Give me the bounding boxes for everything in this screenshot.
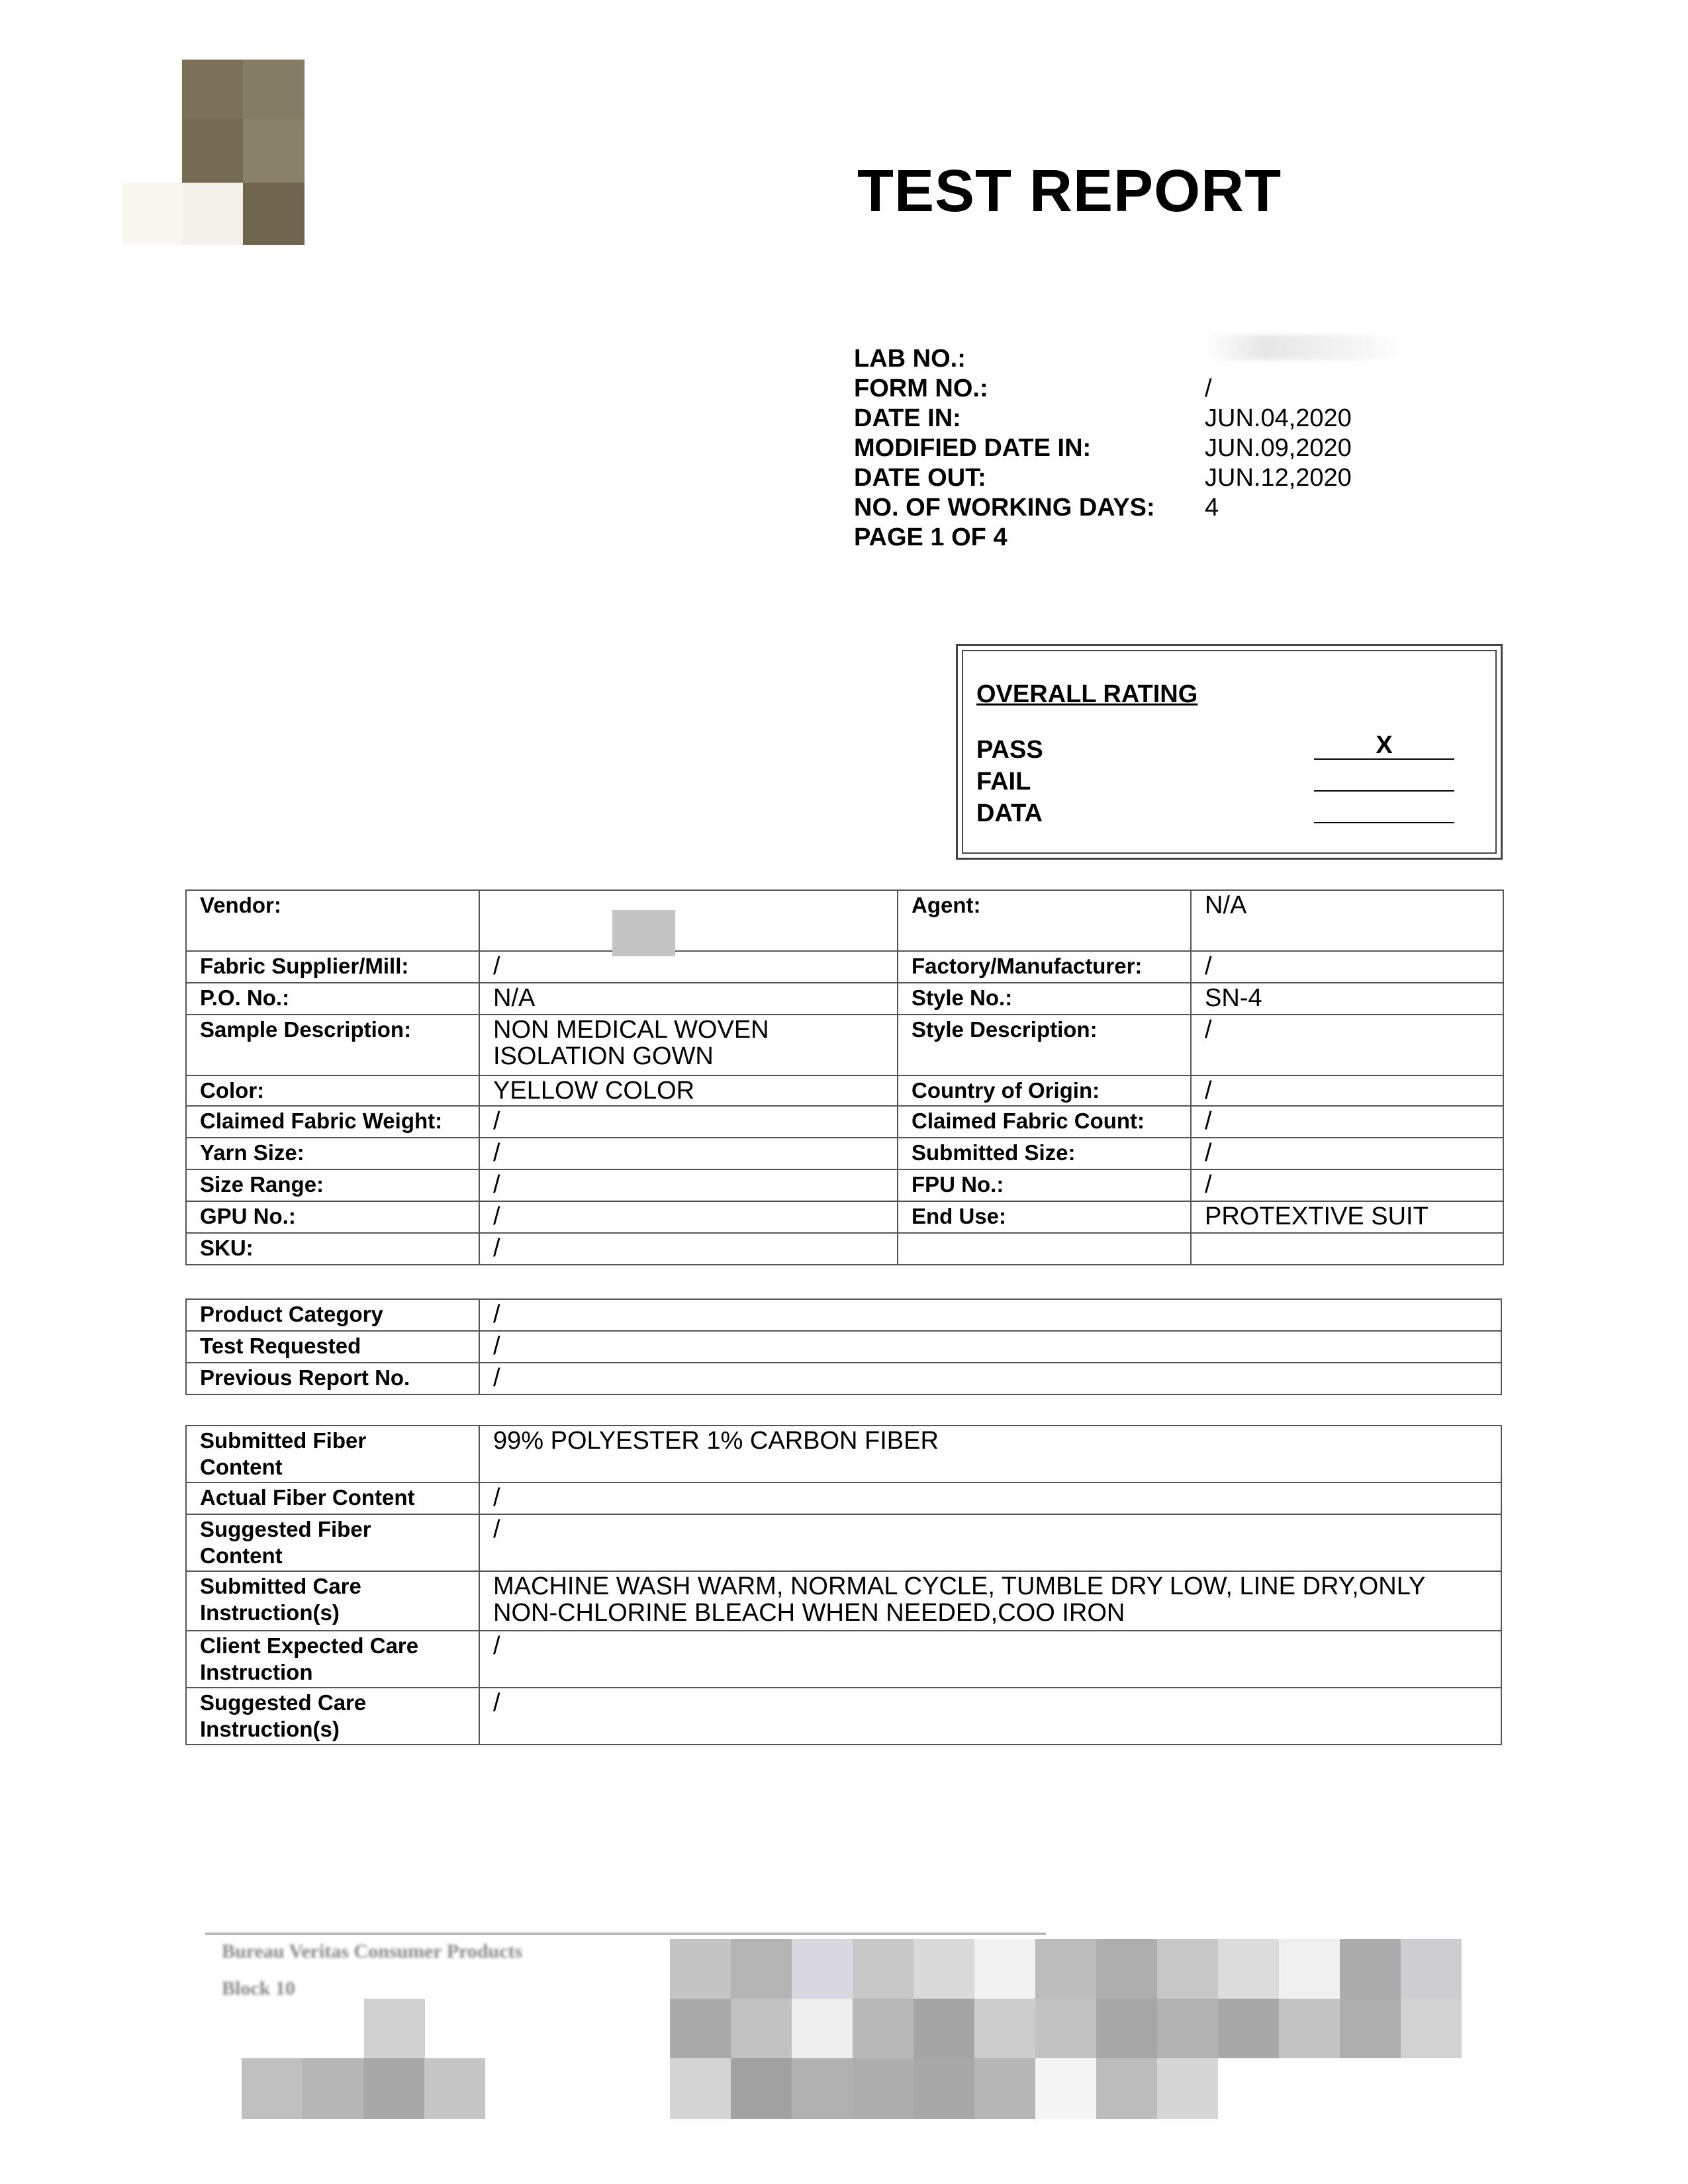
sku-label: SKU: [186,1233,479,1265]
po-value: N/A [479,983,898,1015]
page-title: TEST REPORT [857,158,1282,224]
submitted-fiber-label [186,1426,479,1482]
fabric-count-label: Claimed Fabric Count: [898,1106,1191,1138]
client-care-value: / [479,1631,1501,1688]
footer-redaction [731,2058,792,2119]
sample-description-label: Sample Description: [186,1015,479,1075]
rating-data-mark [1314,796,1454,823]
footer-redaction [914,1939,974,1999]
yarn-size-value: / [479,1138,898,1169]
rating-inner-border [962,650,1497,854]
care-line: NON-CHLORINE BLEACH WHEN NEEDED,COO IRON [493,1599,1125,1627]
footer-redaction [1157,1939,1218,1999]
footer-redaction [792,1939,853,1999]
suggested-fiber-label [186,1514,479,1571]
end-use-value: PROTEXTIVE SUIT [1191,1201,1503,1233]
style-no-label: Style No.: [898,983,1191,1015]
redacted-vendor-name [477,890,821,956]
previous-report-value: / [479,1363,1501,1394]
fabric-count-value: / [1191,1106,1503,1138]
table-row [186,1106,1503,1138]
rating-pass-label: PASS [976,736,1043,764]
product-table [185,1298,1502,1395]
footer-redaction [1401,1939,1462,1999]
footer-redaction [974,1999,1035,2058]
footer-redaction [914,2058,974,2119]
table-row [186,1201,1503,1233]
label-line: Instruction [200,1660,313,1684]
gpu-value: / [479,1201,898,1233]
table-row [186,1169,1503,1201]
factory-label: Factory/Manufacturer: [898,951,1191,983]
footer-redaction [974,1939,1035,1999]
footer-redaction [853,1999,914,2058]
fabric-weight-value: / [479,1106,898,1138]
footer-redaction [1279,1999,1340,2058]
test-requested-value: / [479,1331,1501,1363]
fabric-weight-label: Claimed Fabric Weight: [186,1106,479,1138]
footer-redaction [792,2058,853,2119]
meta-label: MODIFIED DATE IN: [854,434,1092,462]
suggested-fiber-value: / [479,1514,1501,1571]
table-row [186,1571,1501,1631]
end-use-label: End Use: [898,1201,1191,1233]
meta-label: FORM NO.: [854,375,988,402]
po-label: P.O. No.: [186,983,479,1015]
footer-redaction [670,1939,731,1999]
footer-redaction [1157,1999,1218,2058]
empty-cell [898,1233,1191,1265]
actual-fiber-label: Actual Fiber Content [186,1482,479,1514]
client-care-label [186,1631,479,1688]
table-row [186,951,1503,983]
gpu-label: GPU No.: [186,1201,479,1233]
details-table [185,889,1504,1265]
rating-fail-label: FAIL [976,768,1031,796]
table-row [186,1631,1501,1688]
table-row [186,890,1503,951]
footer-redaction [974,2058,1035,2119]
footer-redaction [670,1999,731,2058]
footer-company: Bureau Veritas Consumer Products [222,1940,523,1962]
actual-fiber-value: / [479,1482,1501,1514]
submitted-care-value [479,1571,1501,1631]
label-line: Instruction(s) [200,1717,340,1741]
sample-description-line: NON MEDICAL WOVEN [493,1016,769,1044]
table-row [186,1015,1503,1075]
footer-redaction [1096,2058,1157,2119]
footer-redaction [363,2058,424,2119]
style-description-value: / [1191,1015,1503,1075]
table-row [186,1138,1503,1169]
footer-redaction [1035,1999,1096,2058]
meta-value: 4 [1205,494,1219,522]
vendor-label: Vendor: [186,890,479,951]
origin-value: / [1191,1075,1503,1106]
footer-redaction [670,2058,731,2119]
rating-fail-mark [1314,764,1454,792]
label-line: Suggested Fiber [200,1517,371,1541]
color-label: Color: [186,1075,479,1106]
label-line: Client Expected Care [200,1633,419,1658]
fpu-label: FPU No.: [898,1169,1191,1201]
footer-redaction [242,2058,303,2119]
size-range-label: Size Range: [186,1169,479,1201]
suggested-care-value: / [479,1688,1501,1745]
table-row [186,1299,1501,1331]
meta-value: JUN.12,2020 [1205,464,1352,492]
footer-redaction [731,1939,792,1999]
label-line: Suggested Care [200,1690,367,1715]
rating-pass-mark: X [1314,732,1454,760]
fabric-supplier-value: / [479,951,898,983]
sample-description-value [479,1015,898,1075]
meta-label: DATE OUT: [854,464,986,492]
table-row [186,1363,1501,1394]
table-row [186,1075,1503,1106]
empty-cell [1191,1233,1503,1265]
footer-redaction [1401,1999,1462,2058]
footer-redaction [1340,1999,1401,2058]
meta-value: JUN.04,2020 [1205,404,1352,432]
footer-redaction [1035,2058,1096,2119]
table-row [186,1233,1503,1265]
submitted-fiber-value: 99% POLYESTER 1% CARBON FIBER [479,1426,1501,1482]
meta-value: / [1205,375,1212,402]
care-line: MACHINE WASH WARM, NORMAL CYCLE, TUMBLE DRY LOW, LINE DRY,ONLY [493,1572,1426,1600]
footer-redaction [364,1999,425,2060]
footer-redaction [1340,1939,1401,1999]
color-value: YELLOW COLOR [479,1075,898,1106]
factory-value: / [1191,951,1503,983]
footer-redaction [424,2058,485,2119]
agent-value: N/A [1191,890,1503,951]
size-range-value: / [479,1169,898,1201]
label-line: Content [200,1455,283,1479]
meta-label: LAB NO.: [854,345,966,373]
test-requested-label: Test Requested [186,1331,479,1363]
footer-redaction [303,2058,363,2119]
footer-redaction [792,1999,853,2058]
meta-label: DATE IN: [854,404,961,432]
footer-address: Block 10 [222,1978,295,1999]
label-line: Content [200,1543,283,1568]
origin-label: Country of Origin: [898,1075,1191,1106]
page-footer [199,1919,1523,2144]
fiber-care-table [185,1425,1502,1745]
meta-label: NO. OF WORKING DAYS: [854,494,1155,522]
footer-redaction [1096,1999,1157,2058]
table-row [186,1426,1501,1482]
footer-redaction [1096,1939,1157,1999]
footer-redaction [1218,1999,1279,2058]
submitted-care-label [186,1571,479,1631]
company-logo [122,60,305,245]
label-line: Submitted Fiber [200,1428,367,1453]
product-category-label: Product Category [186,1299,479,1331]
sample-description-line: ISOLATION GOWN [493,1042,714,1070]
style-no-value: SN-4 [1191,983,1503,1015]
meta-value: JUN.09,2020 [1205,434,1352,462]
yarn-size-label: Yarn Size: [186,1138,479,1169]
previous-report-label: Previous Report No. [186,1363,479,1394]
footer-divider [205,1933,1046,1935]
rating-data-label: DATA [976,799,1043,827]
table-row [186,1331,1501,1363]
label-line: Submitted Care [200,1574,361,1598]
submitted-size-label: Submitted Size: [898,1138,1191,1169]
label-line: Instruction(s) [200,1600,340,1625]
suggested-care-label [186,1688,479,1745]
footer-redaction [1279,1939,1340,1999]
footer-redaction [1035,1939,1096,1999]
style-description-label: Style Description: [898,1015,1191,1075]
table-row [186,1688,1501,1745]
rating-title: OVERALL RATING [976,680,1198,708]
redaction-block [612,910,675,956]
footer-redaction [1218,1939,1279,1999]
footer-redaction [731,1999,792,2058]
submitted-size-value: / [1191,1138,1503,1169]
overall-rating-box [956,644,1503,860]
sku-value: / [479,1233,898,1265]
table-row [186,1482,1501,1514]
footer-redaction [1157,2058,1218,2119]
fpu-value: / [1191,1169,1503,1201]
redacted-lab-number [1205,335,1403,360]
footer-redaction [853,2058,914,2119]
fabric-supplier-label: Fabric Supplier/Mill: [186,951,479,983]
product-category-value: / [479,1299,1501,1331]
footer-redaction [853,1939,914,1999]
footer-redaction [914,1999,974,2058]
agent-label: Agent: [898,890,1191,951]
table-row [186,1514,1501,1571]
table-row [186,983,1503,1015]
page-indicator: PAGE 1 OF 4 [854,523,1008,551]
